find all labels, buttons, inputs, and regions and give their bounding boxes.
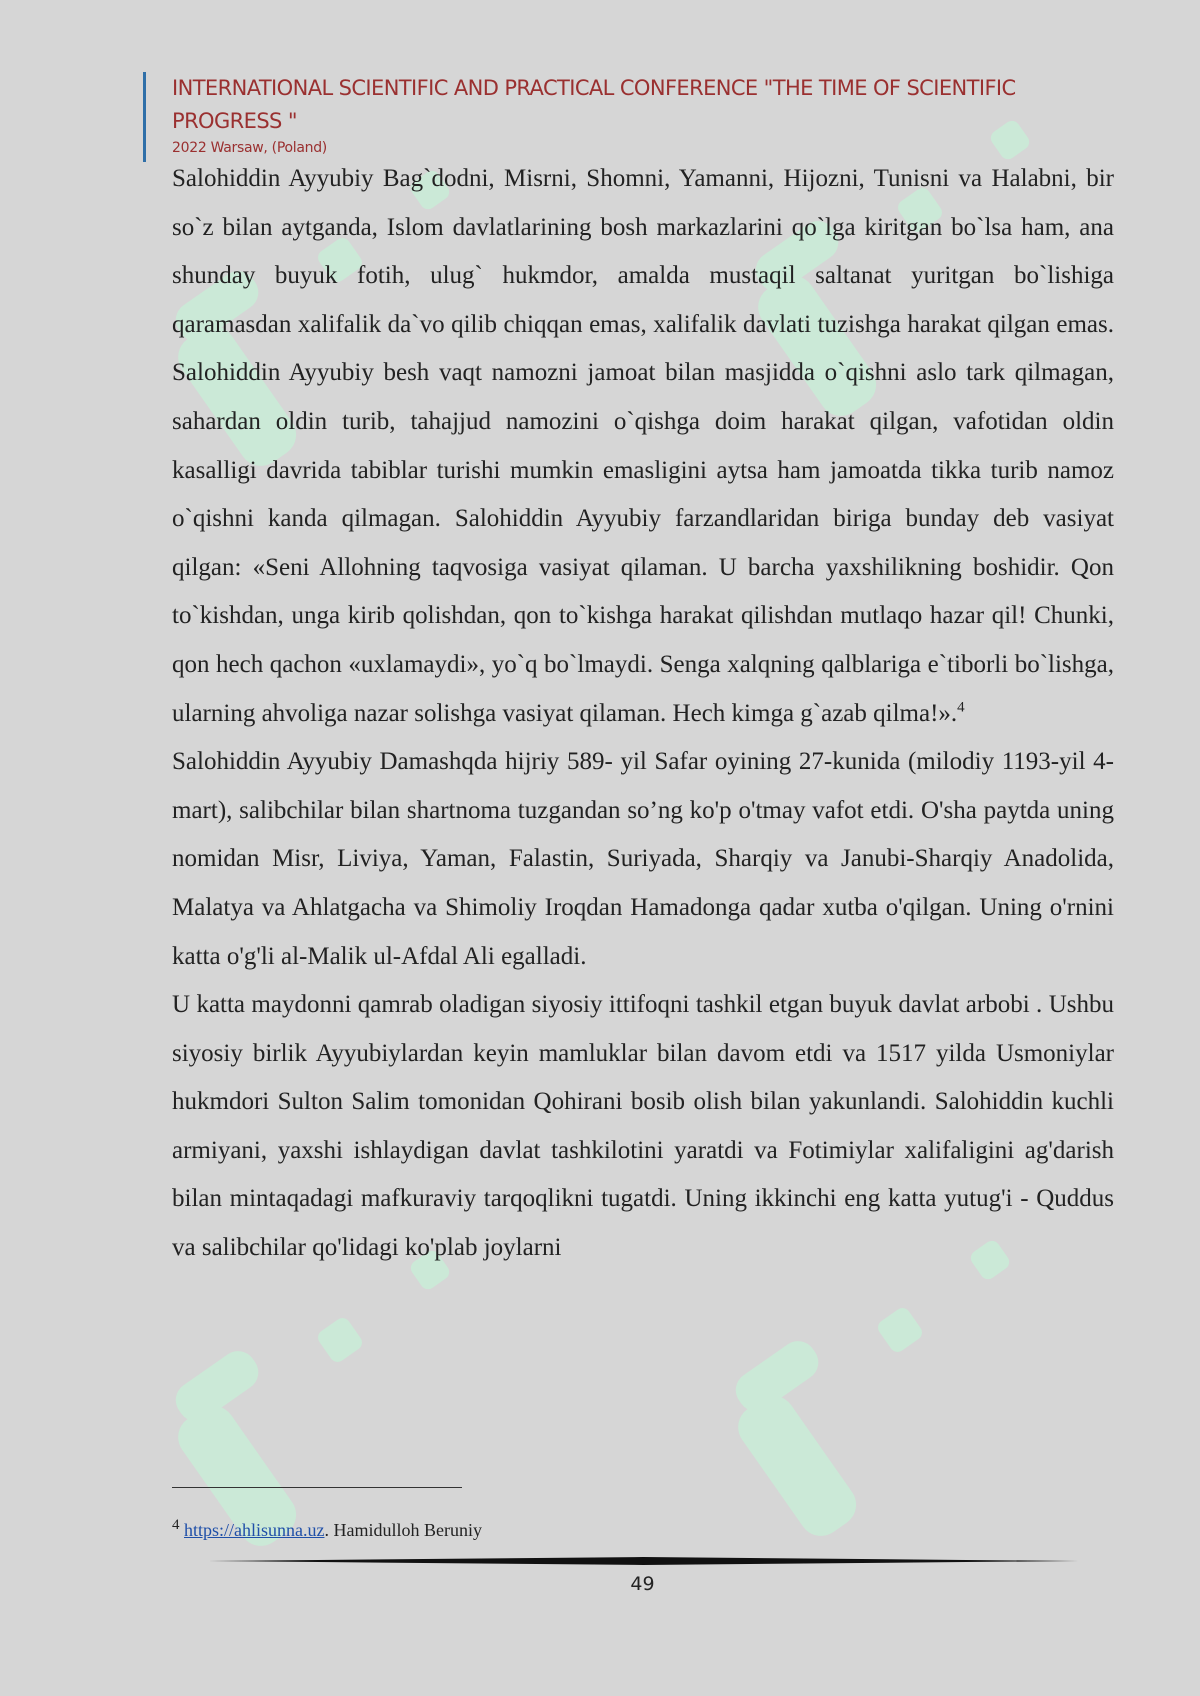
conference-title: INTERNATIONAL SCIENTIFIC AND PRACTICAL CONFERENCE "THE TIME OF SCIENTIFIC PROGRESS " (172, 76, 1016, 133)
paragraph-4: U katta maydonni qamrab oladigan siyosiy ittifoqni tashkil etgan buyuk davlat arbobi . Ushbu siyosiy birlik Ayyubiylardan keyin mamluklar bilan davom etdi va 1517 yilda Usmoniylar hukmdori Sulton Salim tomonidan Qohirani bosib olish bilan yakunlandi. Salohiddin kuchli armiyani, yaxshi ishlaydigan davlat tashkilotini yaratdi va Fotimiylar xalifaligini ag'darish bilan mintaqadagi mafkuraviy tarqoqlikni tugatdi. Uning ikkinchi eng katta yutug'i - Quddus va salibchilar qo'lidagi ko'plab joylarni (172, 991, 1114, 1262)
footnote-text: . Hamidulloh Beruniy (324, 1520, 482, 1540)
footnote (172, 1517, 482, 1541)
running-header (172, 72, 1072, 158)
page-number: 49 (630, 1573, 655, 1595)
header-accent-bar (143, 72, 146, 162)
body-text (172, 155, 1114, 1273)
footnote-reference[interactable]: 4 (957, 699, 965, 716)
footnote-separator (172, 1487, 462, 1488)
paragraph-2: Salohiddin Ayyubiy besh vaqt namozni jamoat bilan masjidda o`qishni aslo tark qilmagan, sahardan oldin turib, tahajjud namozini o`qishga doim harakat qilgan, vafotidan oldin kasalligi davrida tabiblar turishi mumkin emasligini aytsa ham jamoatda tikka turib namoz o`qishni kanda qilmagan. Salohiddin Ayyubiy farzandlaridan biriga bunday deb vasiyat qilgan: «Seni Allohning taqvosiga vasiyat qilaman. U barcha yaxshilikning boshidir. Qon to`kishdan, unga kirib qolishdan, qon to`kishga harakat qilishdan mutlaqo hazar qil! Chunki, qon hech qachon «uxlamaydi», yo`q bo`lmaydi. Senga xalqning qalblariga e`tiborli bo`lishga, ularning ahvoliga nazar solishga vasiyat qilaman. Hech kimga g`azab qilma!».$^4$ (172, 359, 1114, 727)
paragraph-3: Salohiddin Ayyubiy Damashqda hijriy 589- yil Safar oyining 27-kunida (milodiy 1193-yil 4-mart), salibchilar bilan shartnoma tuzgandan so’ng ko'p o'tmay vafot etdi. O'sha paytda uning nomidan Misr, Liviya, Yaman, Falastin, Suriyada, Sharqiy va Janubi-Sharqiy Anadolida, Malatya va Ahlatgacha va Shimoliy Iroqdan Hamadonga qadar xutba o'qilgan. Uning o'rnini katta o'g'li al-Malik ul-Afdal Ali egalladi. (172, 748, 1114, 970)
conference-location: 2022 Warsaw, (Poland) (172, 140, 327, 156)
footnote-number: 4 (172, 1517, 180, 1533)
paragraph-1: Salohiddin Ayyubiy Bag`dodni, Misrni, Shomni, Yamanni, Hijozni, Tunisni va Halabni, bir so`z bilan aytganda, Islom davlatlarining bosh markazlarini qo`lga kiritgan bo`lsa ham, ana shunday buyuk fotih, ulug` hukmdor, amalda mustaqil saltanat yuritgan bo`lishiga qaramasdan xalifalik da`vo qilib chiqqan emas, xalifalik davlati tuzishga harakat qilgan emas. (172, 165, 1114, 338)
footnote-link[interactable]: https://ahlisunna.uz (184, 1520, 325, 1540)
footer-rule (208, 1557, 1078, 1565)
